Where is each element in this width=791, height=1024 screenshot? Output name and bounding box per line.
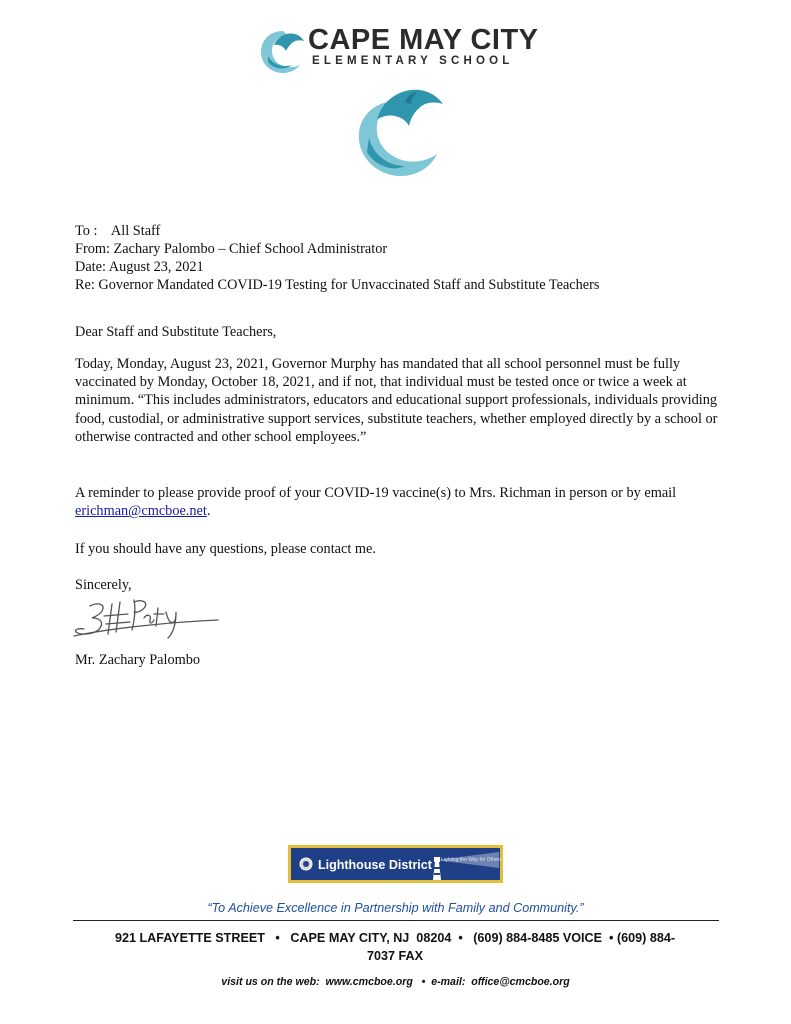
memo-date: Date: August 23, 2021 — [75, 259, 204, 275]
school-name-line2: ELEMENTARY SCHOOL — [312, 55, 514, 67]
address-line-2: 7037 FAX — [366, 948, 423, 963]
school-name-line1: CAPE MAY CITY — [308, 24, 539, 56]
letter-signer-name: Mr. Zachary Palombo — [75, 652, 201, 668]
letter-paragraph-3: If you should have any questions, please contact me. — [75, 541, 376, 557]
memo-from: From: Zachary Palombo – Chief School Administrator — [75, 241, 388, 257]
letter-paragraph-2 — [75, 484, 735, 520]
letter-closing: Sincerely, — [75, 577, 132, 593]
footer-address — [80, 930, 710, 965]
footer-divider — [73, 920, 719, 921]
badge-tagline: Lighting the Way for Others — [441, 857, 502, 863]
paragraph-2-text: A reminder to please provide proof of your COVID-19 vaccine(s) to Mrs. Richman in person or by email — [75, 485, 677, 501]
paragraph-2-end: . — [206, 503, 211, 520]
address-line-1: 921 LAFAYETTE STREET • CAPE MAY CITY, NJ 08204 • (609) 884-8485 VOICE • (609) 884- — [114, 931, 676, 945]
lighthouse-district-badge — [288, 845, 503, 883]
badge-label: Lighthouse District — [318, 858, 432, 872]
lighthouse-icon — [431, 848, 501, 880]
memo-subject: Re: Governor Mandated COVID-19 Testing for Unvaccinated Staff and Substitute Teachers — [75, 277, 600, 293]
letter-salutation: Dear Staff and Substitute Teachers, — [75, 324, 277, 340]
dolphin-wave-logo-icon — [347, 80, 447, 180]
seal-icon — [299, 857, 313, 871]
dolphin-small-logo-icon — [258, 26, 308, 76]
school-header-logo — [258, 24, 539, 76]
footer-web-contact: visit us on the web: www.cmcboe.org • e-mail: office@cmcboe.org — [221, 976, 570, 988]
letter-paragraph-1: Today, Monday, August 23, 2021, Governor Murphy has mandated that all school personnel must be fully vaccinated by Monday, October 18, 2021, and if not, that individual must be tested once or twice a week at minimum. “This includes administrators, educators and educational support professionals, individuals providing food, custodial, or administrative support services, substitute teachers, whether employed directly by a school or otherwise contracted and other school employees.” — [75, 356, 718, 445]
email-link[interactable]: erichman@cmcboe.net — [75, 503, 207, 520]
school-motto: “To Achieve Excellence in Partnership with Family and Community.” — [207, 901, 584, 915]
memo-to: To : All Staff — [75, 223, 161, 239]
signature-image — [72, 594, 222, 644]
